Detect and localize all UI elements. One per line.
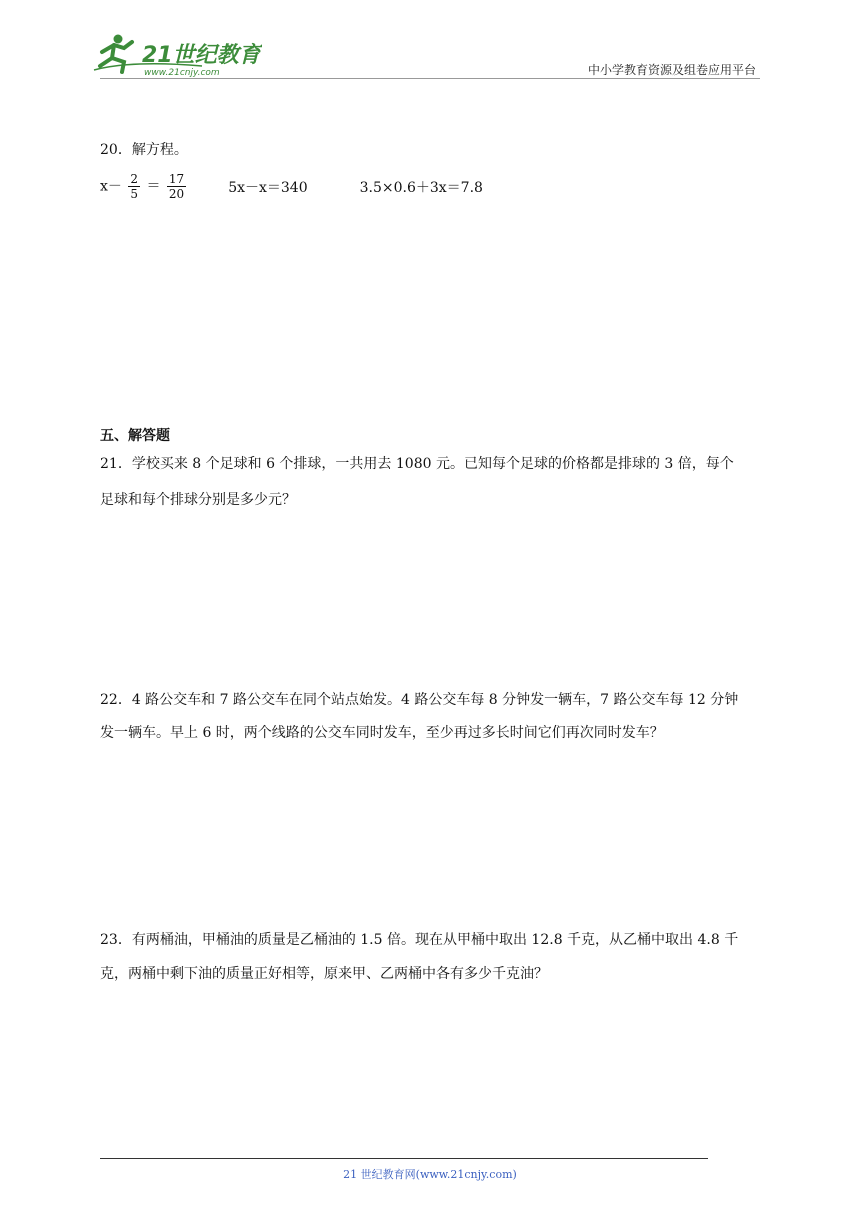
q22-line1: 22．4 路公交车和 7 路公交车在同个站点始发。4 路公交车每 8 分钟发一辆车，7 路公交车每 12 分钟 xyxy=(100,692,739,708)
header-divider xyxy=(100,78,760,79)
q21-line2: 足球和每个排球分别是多少元？ xyxy=(100,492,296,508)
fraction-numerator: 2 xyxy=(130,172,138,186)
eq1-lhs: x－ xyxy=(100,178,122,195)
eq2: 5x－x＝340 xyxy=(228,179,308,196)
q20-equations xyxy=(100,172,483,201)
footer-link[interactable]: 21 世纪教育网(www.21cnjy.com) xyxy=(343,1168,517,1181)
fraction-denominator: 20 xyxy=(168,187,185,201)
q23-line2: 克，两桶中剩下油的质量正好相等，原来甲、乙两桶中各有多少千克油？ xyxy=(100,966,548,982)
q21-line1: 21．学校买来 8 个足球和 6 个排球，一共用去 1080 元。已知每个足球的价格都是排球的 3 倍，每个 xyxy=(100,456,734,472)
fraction-numerator: 17 xyxy=(168,172,185,186)
q22-line2: 发一辆车。早上 6 时，两个线路的公交车同时发车，至少再过多长时间它们再次同时发车？ xyxy=(100,725,664,741)
eq1 xyxy=(100,172,188,201)
eq3: 3.5×0.6＋3x＝7.8 xyxy=(359,179,483,196)
runner-logo-icon xyxy=(92,30,262,80)
header-tagline: 中小学教育资源及组卷应用平台 xyxy=(587,63,756,77)
fraction-denominator: 5 xyxy=(130,187,138,201)
fraction xyxy=(167,172,186,201)
q20-title: 20．解方程。 xyxy=(100,142,188,158)
section-title: 五、解答题 xyxy=(100,428,170,444)
site-logo xyxy=(92,30,262,80)
eq1-equals: ＝ xyxy=(146,178,161,195)
q23-line1: 23．有两桶油，甲桶油的质量是乙桶油的 1.5 倍。现在从甲桶中取出 12.8 千克，从乙桶中取出 4.8 千 xyxy=(100,932,739,948)
logo-text: 21世纪教育 xyxy=(142,43,261,68)
fraction xyxy=(128,172,140,201)
footer-divider xyxy=(100,1158,708,1159)
logo-url: www.21cnjy.com xyxy=(144,68,220,78)
